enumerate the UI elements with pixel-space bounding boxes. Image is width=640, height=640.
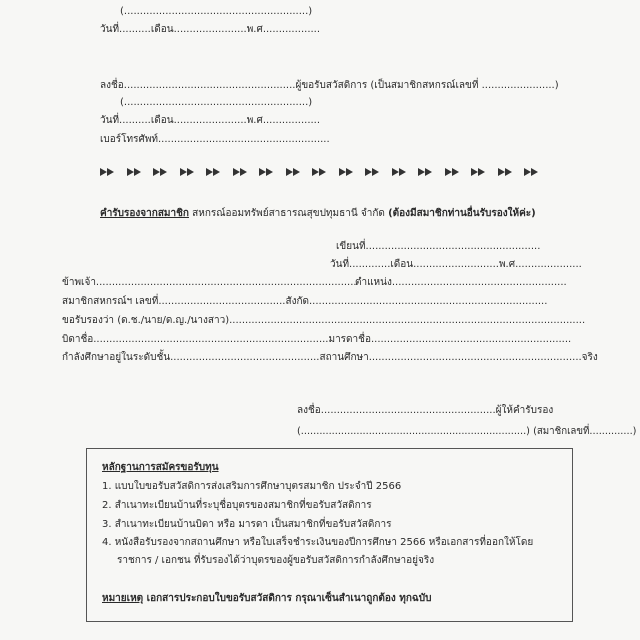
evidence-item-4-cont: ราชการ / เอกชน ที่รับรองได้ว่าบุตรของผู้ขอรับสวัสดิการกำลังศึกษาอยู่จริง bbox=[117, 555, 435, 566]
note-label: หมายเหตุ bbox=[102, 593, 144, 604]
written-at-line: เขียนที่....................................................... bbox=[336, 241, 541, 252]
position-line: ตำแหน่ง....................................................... bbox=[355, 277, 567, 288]
double-arrow-icon bbox=[100, 168, 116, 176]
endorsement-date-line: วันที่.............เดือน...........................พ.ศ..................... bbox=[330, 259, 582, 270]
note-text: เอกสารประกอบใบขอรับสวัสดิการ กรุณาเซ็นสำเนาถูกต้อง ทุกฉบับ bbox=[143, 593, 432, 604]
double-arrow-icon bbox=[365, 168, 381, 176]
double-arrow-icon bbox=[471, 168, 487, 176]
double-arrow-icon bbox=[259, 168, 275, 176]
applicant-sign-line: ลงชื่อ......................................................ผู้ขอรับสวัสดิการ (เป็นสมาชิกสหกรณ์เลขที่ .......................) bbox=[100, 80, 559, 91]
endorsement-coop: สหกรณ์ออมทรัพย์สาธารณสุขปทุมธานี จำกัด bbox=[188, 208, 389, 219]
applicant-name-paren-1: (..........................................................) bbox=[120, 6, 313, 17]
double-arrow-icon bbox=[524, 168, 540, 176]
applicant-name-paren-2: (..........................................................) bbox=[120, 97, 313, 108]
applicant-phone-line: เบอร์โทรศัพท์...................................................... bbox=[100, 134, 330, 145]
evidence-item-2: 2. สำเนาทะเบียนบ้านที่ระบุชื่อบุตรของสมาชิกที่ขอรับสวัสดิการ bbox=[102, 500, 372, 511]
endorsement-title: คำรับรองจากสมาชิก bbox=[100, 208, 189, 219]
member-number-line: สมาชิกสหกรณ์ฯ เลขที่........................................สังกัด........................................................................... bbox=[62, 296, 548, 307]
double-arrow-icon bbox=[286, 168, 302, 176]
study-line: กำลังศึกษาอยู่ในระดับชั้น...............................................สถานศึกษา...................................................................จริง bbox=[62, 352, 598, 363]
evidence-item-3: 3. สำเนาทะเบียนบ้านบิดา หรือ มารดา เป็นสมาชิกที่ขอรับสวัสดิการ bbox=[102, 519, 392, 530]
endorsement-note: (ต้องมีสมาชิกท่านอื่นรับรองให้ค่ะ) bbox=[388, 208, 536, 219]
evidence-title: หลักฐานการสมัครขอรับทุน bbox=[102, 462, 219, 473]
endorser-sign-line: ลงชื่อ.......................................................ผู้ให้คำรับรอง bbox=[297, 405, 554, 416]
i-line: ข้าพเจ้า.................................................................................. bbox=[62, 277, 357, 288]
double-arrow-icon bbox=[418, 168, 434, 176]
double-arrow-icon bbox=[206, 168, 222, 176]
evidence-item-4: 4. หนังสือรับรองจากสถานศึกษา หรือใบเสร็จชำระเงินของปีการศึกษา 2566 หรือเอกสารที่ออกให้โดย bbox=[102, 537, 534, 548]
double-arrow-icon bbox=[445, 168, 461, 176]
double-arrow-icon bbox=[233, 168, 249, 176]
evidence-item-1: 1. แบบใบขอรับสวัสดิการส่งเสริมการศึกษาบุตรสมาชิก ประจำปี 2566 bbox=[102, 481, 402, 492]
certify-line: ขอรับรองว่า (ด.ช./นาย/ด.ญ./นางสาว)................................................................................................................ bbox=[62, 315, 586, 326]
double-arrow-icon bbox=[180, 168, 196, 176]
father-mother-line: บิดาชื่อ..........................................................................มารดาชื่อ............................................................... bbox=[62, 334, 572, 345]
double-arrow-icon bbox=[498, 168, 514, 176]
applicant-date-line-1: วันที่..........เดือน.......................พ.ศ.................. bbox=[100, 24, 321, 35]
evidence-note bbox=[102, 593, 431, 605]
applicant-date-line-2: วันที่..........เดือน.......................พ.ศ.................. bbox=[100, 115, 321, 126]
double-arrow-icon bbox=[392, 168, 408, 176]
double-arrow-icon bbox=[127, 168, 143, 176]
double-arrow-icon bbox=[339, 168, 355, 176]
arrow-divider bbox=[100, 168, 540, 176]
endorser-name-paren: (.........................................................................) (สมาชิกเลขที่..............) bbox=[297, 426, 637, 437]
double-arrow-icon bbox=[312, 168, 328, 176]
endorsement-heading bbox=[100, 208, 536, 220]
double-arrow-icon bbox=[153, 168, 169, 176]
